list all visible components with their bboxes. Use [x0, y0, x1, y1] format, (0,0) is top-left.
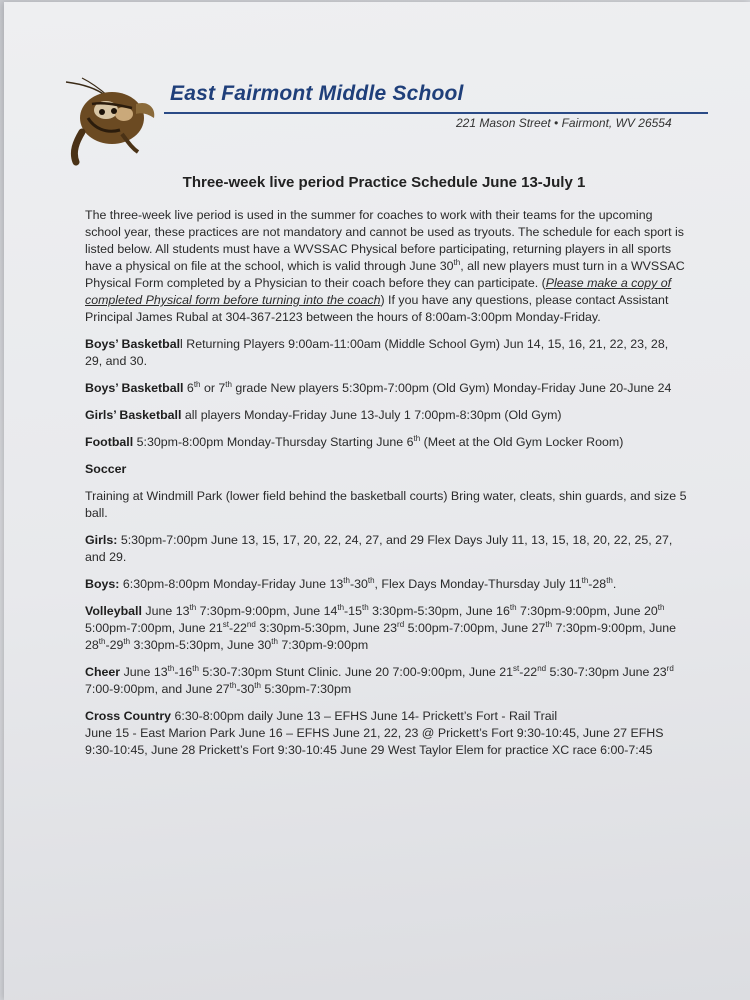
- document-page: [4, 2, 750, 1000]
- soccer-training: Training at Windmill Park (lower field behind the basketball courts) Bring water, cleats, shin guards, and size 5 ball.: [85, 489, 687, 520]
- soccer-heading: Soccer: [85, 462, 127, 476]
- schedule-body: [85, 207, 688, 769]
- school-address: 221 Mason Street • Fairmont, WV 26554: [456, 116, 672, 130]
- bee-mascot-icon: [62, 74, 162, 166]
- cheer: Cheer June 13th-16th 5:30-7:30pm Stunt Clinic. June 20 7:00-9:00pm, June 21st-22nd 5:30-7:30pm June 23rd 7:00-9:00pm, and June 27th-30th 5:30pm-7:30pm: [85, 663, 674, 696]
- soccer-boys: Boys: 6:30pm-8:00pm Monday-Friday June 13th-30th, Flex Days Monday-Thursday July 11th-28th.: [85, 575, 617, 591]
- soccer-girls: Girls: 5:30pm-7:00pm June 13, 15, 17, 20, 22, 24, 27, and 29 Flex Days July 11, 13, 15, 18, 20, 22, 25, 27, and 29.: [85, 533, 673, 564]
- header-rule: [164, 112, 708, 114]
- cross-country: Cross Country 6:30-8:00pm daily June 13 – EFHS June 14- Prickett’s Fort - Rail Trail June 15 - East Marion Park June 16 – EFHS June 21, 22, 23 @ Prickett’s Fort 9:30-10:45, June 27 EFHS 9:30-10:45, June 28 Prickett’s Fort 9:30-10:45 June 29 West Taylor Elem for practice XC race 6:00-7:45: [85, 709, 664, 757]
- volleyball: Volleyball June 13th 7:30pm-9:00pm, June 14th-15th 3:30pm-5:30pm, June 16th 7:30pm-9:00pm, June 20th 5:00pm-7:00pm, June 21st-22nd 3:30pm-5:30pm, June 23rd 5:00pm-7:00pm, June 27th 7:30pm-9:00pm, June 28th-29th 3:30pm-5:30pm, June 30th 7:30pm-9:00pm: [85, 602, 677, 652]
- boys-basketball-new: Boys’ Basketball 6th or 7th grade New players 5:30pm-7:00pm (Old Gym) Monday-Friday June 20-June 24: [85, 379, 672, 395]
- page-title: Three-week live period Practice Schedule June 13-July 1: [182, 174, 586, 191]
- physical-form-note: Please make a copy of completed Physical form before turning into the coach: [85, 276, 672, 307]
- girls-basketball: Girls’ Basketball all players Monday-Friday June 13-July 1 7:00pm-8:30pm (Old Gym): [85, 408, 562, 422]
- boys-basketball-returning: Boys’ Basketball Returning Players 9:00am-11:00am (Middle School Gym) Jun 14, 15, 16, 21, 22, 23, 28, 29, and 30.: [85, 337, 669, 368]
- school-name: East Fairmont Middle School: [170, 82, 464, 105]
- football: Football 5:30pm-8:00pm Monday-Thursday Starting June 6th (Meet at the Old Gym Locker Room): [85, 433, 624, 449]
- intro-paragraph: The three-week live period is used in the summer for coaches to work with their teams for the upcoming school year, these practices are not mandatory and cannot be used as tryouts. The schedule for each sport is listed below. All students must have a WVSSAC Physical before participating, returning players in all sports have a physical on file at the school, which is valid through June 30th, all new players must turn in a WVSSAC Physical Form completed by a Physician to their coach before they can participate. (Please make a copy of completed Physical form before turning into the coach) If you have any questions, please contact Assistant Principal James Rubal at 304-367-2123 between the hours of 8:00am-3:00pm Monday-Friday.: [85, 208, 685, 324]
